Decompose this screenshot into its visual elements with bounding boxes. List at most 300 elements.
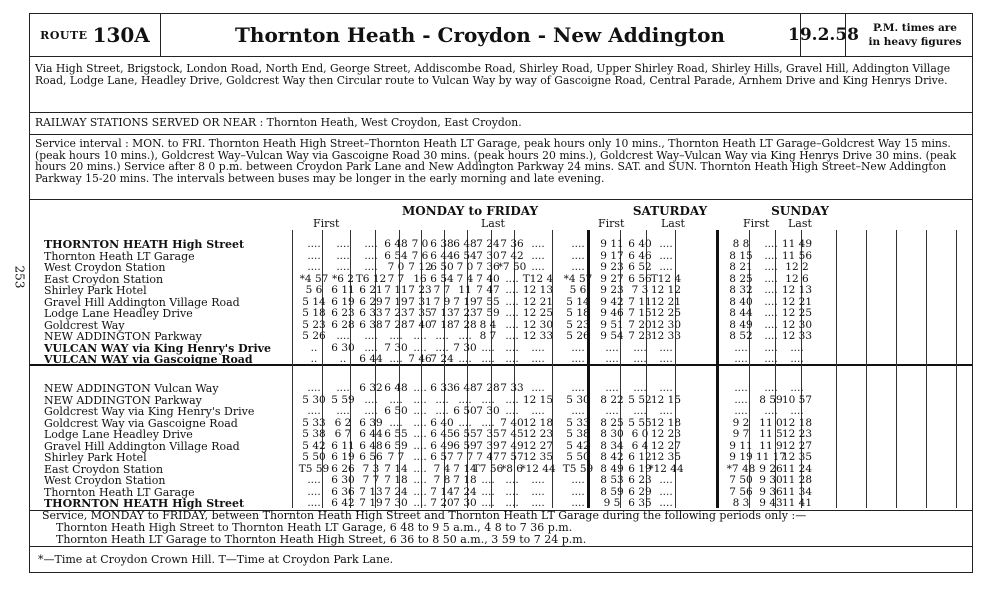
inbound-time-cell: 9 36	[759, 485, 783, 498]
outbound-time-cell: ....	[764, 353, 778, 365]
pm-note-line2: in heavy figures	[868, 36, 962, 48]
outbound-time-cell: 7 23	[453, 307, 477, 319]
inbound-time-cell: 6 35	[628, 497, 652, 509]
inbound-station-label: East Croydon Station	[44, 462, 164, 476]
outbound-time-cell: 7 35	[408, 307, 432, 319]
inbound-time-cell: 8 25	[600, 416, 624, 429]
outbound-time-cell: ....	[790, 341, 804, 354]
outbound-time-cell: 12 30	[781, 318, 813, 331]
inbound-time-cell: ....	[571, 485, 585, 498]
outbound-time-cell: 5 23	[566, 318, 590, 331]
outbound-time-cell: ....	[364, 249, 378, 262]
inbound-time-cell: 5 42	[302, 439, 326, 452]
inbound-time-cell: 6 0	[631, 428, 649, 440]
inbound-time-cell: ....	[307, 382, 321, 394]
inbound-time-cell: 7 24	[453, 485, 477, 498]
inbound-time-cell: *7 48	[726, 462, 756, 475]
outbound-time-cell: ....	[435, 330, 449, 342]
inbound-time-cell: ....	[307, 485, 321, 498]
outbound-time-cell: 7 42	[500, 249, 524, 262]
inbound-time-cell: ....	[571, 497, 585, 509]
inbound-time-cell: 7 50	[729, 474, 753, 486]
outbound-time-cell: ....	[413, 341, 427, 354]
outbound-time-cell: ....	[505, 295, 519, 308]
outbound-time-cell: 6 30	[331, 341, 355, 354]
outbound-time-cell: ....	[413, 330, 427, 342]
outbound-time-cell: 12 2	[785, 261, 809, 273]
column-rule	[292, 230, 293, 508]
inbound-time-cell: 12 18	[522, 416, 554, 429]
inbound-time-cell: ....	[364, 405, 378, 417]
inbound-time-cell: ....	[481, 393, 495, 406]
inbound-station-label: Gravel Hill Addington Village Road	[44, 439, 240, 453]
inbound-time-cell: ....	[481, 497, 495, 509]
column-rule	[896, 230, 897, 508]
inbound-time-cell: 7 40	[500, 416, 524, 429]
inbound-time-cell: 12 15	[522, 393, 554, 406]
inbound-time-cell: ....	[413, 439, 427, 452]
outbound-time-cell: 12 6	[785, 272, 809, 285]
outbound-time-cell: 7 4	[456, 272, 474, 285]
outbound-time-cell: ....	[764, 307, 778, 319]
outbound-time-cell: 7 23	[628, 330, 652, 342]
inbound-time-cell: 7 33	[500, 382, 524, 394]
outbound-time-cell: 12 25	[650, 307, 682, 319]
outbound-time-cell: ....	[734, 353, 748, 365]
inbound-time-cell: ....	[307, 405, 321, 417]
outbound-time-cell: T12 4	[650, 272, 682, 285]
inbound-time-cell: 7 3	[362, 462, 380, 475]
outbound-time-cell: 6 19	[331, 295, 355, 308]
inbound-time-cell: ....	[505, 393, 519, 406]
outbound-time-cell: ..	[310, 341, 318, 354]
outbound-time-cell: ....	[481, 353, 495, 365]
outbound-time-cell: ....	[764, 272, 778, 285]
inbound-time-cell: 6 50	[384, 405, 408, 417]
column-rule	[926, 230, 927, 508]
outbound-time-cell: ....	[633, 341, 647, 354]
inbound-time-cell: 8 59	[600, 485, 624, 498]
outbound-time-cell: 7 12	[408, 261, 432, 273]
inbound-time-cell: 7 20	[430, 497, 454, 509]
outbound-time-cell: 8 25	[729, 272, 753, 285]
inbound-time-cell: ....	[531, 497, 545, 509]
inbound-time-cell: 6 48	[384, 382, 408, 394]
inbound-time-cell: 12 23	[522, 428, 554, 440]
inbound-time-cell: 11 17	[755, 451, 787, 463]
inbound-time-cell: ....	[505, 497, 519, 509]
outbound-time-cell: 5 18	[566, 307, 590, 319]
outbound-time-cell: ....	[364, 341, 378, 354]
inbound-time-cell: 6 55	[384, 428, 408, 440]
outbound-time-cell: 6 54	[430, 272, 454, 285]
outbound-time-cell: 12 30	[650, 318, 682, 331]
outbound-time-cell: 7 59	[476, 307, 500, 319]
outbound-time-cell: 7 11	[384, 284, 408, 296]
inbound-time-cell: 11 28	[781, 474, 813, 486]
inbound-time-cell: ....	[458, 393, 472, 406]
outbound-time-cell: 9 17	[600, 249, 624, 262]
inbound-time-cell: ....	[659, 405, 673, 417]
outbound-time-cell: ....	[364, 330, 378, 342]
outbound-time-cell: 6 46	[628, 249, 652, 262]
inbound-time-cell: 11 5	[759, 428, 783, 440]
sun-first-label: First	[743, 217, 770, 230]
outbound-time-cell: ....	[458, 330, 472, 342]
outbound-time-cell: 7 18	[430, 318, 454, 331]
inbound-time-cell: ....	[734, 393, 748, 406]
outbound-time-cell: ....	[571, 261, 585, 273]
inbound-time-cell: ....	[734, 405, 748, 417]
outbound-time-cell: ....	[505, 341, 519, 354]
inbound-station-label: NEW ADDINGTON Vulcan Way	[44, 382, 219, 395]
outbound-time-cell: ....	[307, 238, 321, 250]
inbound-time-cell: 7 14	[430, 485, 454, 498]
outbound-time-cell: 7 0	[456, 261, 474, 273]
inbound-time-cell: 7 30	[476, 405, 500, 417]
inbound-time-cell: 6 48	[359, 439, 383, 452]
outbound-station-label: Shirley Park Hotel	[44, 284, 147, 297]
outbound-time-cell: ....	[458, 353, 472, 365]
outbound-time-cell: ....	[531, 341, 545, 354]
outbound-time-cell: ....	[307, 249, 321, 262]
outbound-time-cell: *7 50	[497, 261, 527, 273]
inbound-time-cell: ....	[734, 382, 748, 394]
outbound-time-cell: 6 48	[453, 238, 477, 250]
outbound-time-cell: 12 21	[781, 295, 813, 308]
inbound-time-cell: ....	[790, 405, 804, 417]
outbound-time-cell: ....	[389, 330, 403, 342]
outbound-station-label: West Croydon Station	[44, 261, 166, 274]
inbound-time-cell: 5 33	[566, 416, 590, 429]
outbound-time-cell: 11 49	[781, 238, 813, 250]
outbound-time-cell: ....	[659, 238, 673, 250]
column-rule	[956, 230, 957, 508]
outbound-time-cell: 7 36	[476, 261, 500, 273]
timetable-page	[29, 13, 973, 573]
column-rule	[866, 230, 867, 508]
inbound-time-cell: 6 23	[628, 474, 652, 486]
inbound-time-cell: 7 28	[476, 382, 500, 394]
outbound-time-cell: 6 56	[628, 272, 652, 285]
inbound-time-cell: 11 0	[759, 416, 783, 429]
inbound-time-cell: ....	[659, 497, 673, 509]
inbound-time-cell: ....	[571, 405, 585, 417]
inbound-time-cell: 6 44	[359, 428, 383, 440]
inbound-time-cell: 9 5	[603, 497, 621, 509]
inbound-time-cell: ....	[659, 474, 673, 486]
outbound-time-cell: 5 14	[566, 295, 590, 308]
outbound-time-cell: 5 26	[566, 330, 590, 342]
outbound-time-cell: ....	[307, 261, 321, 273]
outbound-time-cell: 12 33	[650, 330, 682, 342]
outbound-time-cell: 12 25	[781, 307, 813, 319]
inbound-time-cell: ....	[571, 382, 585, 394]
outbound-time-cell: 8 21	[729, 261, 753, 273]
outbound-time-cell: 11 56	[781, 249, 813, 262]
inbound-time-cell: *8 6	[501, 462, 523, 475]
outbound-time-cell: ....	[764, 249, 778, 262]
inbound-time-cell: ....	[336, 405, 350, 417]
inbound-time-cell: 6 59	[453, 439, 477, 452]
outbound-time-cell: 12 13	[522, 284, 554, 296]
outbound-time-cell: ....	[531, 353, 545, 365]
outbound-time-cell: 6 50	[430, 261, 454, 273]
inbound-time-cell: 12 18	[781, 416, 813, 429]
inbound-time-cell: ....	[605, 405, 619, 417]
inbound-time-cell: 8 34	[600, 439, 624, 452]
inbound-time-cell: ....	[531, 474, 545, 486]
outbound-time-cell: ....	[571, 353, 585, 365]
outbound-time-cell: 6 40	[628, 238, 652, 250]
outbound-time-cell: 7 28	[453, 318, 477, 331]
inbound-time-cell: 6 33	[430, 382, 454, 394]
inbound-time-cell: ....	[413, 474, 427, 486]
outbound-time-cell: ....	[764, 261, 778, 273]
inbound-time-cell: 12 15	[650, 393, 682, 406]
inbound-time-cell: ....	[413, 462, 427, 475]
outbound-time-cell: 6 54	[453, 249, 477, 262]
outbound-time-cell: 9 23	[600, 284, 624, 296]
outbound-time-cell: 7 6	[411, 249, 429, 262]
outbound-time-cell: ....	[364, 238, 378, 250]
outbound-station-label: East Croydon Station	[44, 272, 164, 286]
outbound-time-cell: 12 25	[522, 307, 554, 319]
outbound-time-cell: 11	[458, 284, 472, 296]
inbound-time-cell: 7 45	[500, 428, 524, 440]
inbound-time-cell: 6 36	[331, 485, 355, 498]
inbound-time-cell: 7 35	[476, 428, 500, 440]
inbound-time-cell: 5 38	[302, 428, 326, 440]
outbound-time-cell: ....	[505, 318, 519, 331]
outbound-time-cell: ....	[571, 341, 585, 354]
outbound-time-cell: 7 24	[476, 238, 500, 250]
inbound-time-cell: 10 57	[781, 393, 813, 406]
sun-last-label: Last	[788, 217, 812, 230]
outbound-time-cell: *4 57	[563, 272, 593, 285]
inbound-station-label: NEW ADDINGTON Parkway	[44, 393, 202, 407]
inbound-time-cell: *12 44	[520, 462, 556, 475]
outbound-time-cell: ....	[734, 341, 748, 354]
service-note-line1: Service, MONDAY to FRIDAY, between Thornton Heath High Street and Thornton Heath LT Garage during the following periods only :—	[42, 509, 807, 522]
inbound-time-cell: ....	[505, 485, 519, 498]
outbound-time-cell: 12 21	[522, 295, 554, 308]
sat-last-label: Last	[661, 217, 685, 230]
inbound-time-cell: ....	[413, 405, 427, 417]
inbound-time-cell: ....	[413, 382, 427, 394]
inbound-time-cell: ....	[633, 405, 647, 417]
outbound-station-label: Lodge Lane Headley Drive	[44, 307, 193, 320]
side-page-number: 253	[12, 265, 27, 289]
inbound-station-label: Goldcrest Way via King Henry's Drive	[44, 405, 255, 418]
outbound-time-cell: 7 19	[384, 295, 408, 308]
inbound-time-cell: ....	[505, 405, 519, 417]
outbound-time-cell: 8 52	[729, 330, 753, 342]
outbound-time-cell: 6 21	[359, 284, 383, 296]
inbound-time-cell: ....	[364, 393, 378, 406]
inbound-time-cell: 11 24	[781, 462, 813, 475]
outbound-time-cell: 7 13	[430, 307, 454, 319]
outbound-time-cell: ..	[310, 353, 318, 365]
outbound-time-cell: 7 36	[500, 238, 524, 250]
outbound-time-cell: 12 13	[781, 284, 813, 296]
inbound-time-cell: 8 53	[600, 474, 624, 486]
inbound-time-cell: ....	[413, 485, 427, 498]
inbound-time-cell: ....	[307, 497, 321, 509]
route-description: Via High Street, Brigstock, London Road, North End, George Street, Addiscombe Road, Shirley Road, Upper Shirley Road, Shirley Hills, Gravel Hill, Addington Village Road, Lodge Lane, Headley Drive, Goldcrest Way then Circular route to Vulcan Way by way of Gascoigne Road, Central Parade, Arnhem Drive and King Henrys Drive.	[30, 63, 972, 113]
inbound-time-cell: ....	[790, 382, 804, 394]
inbound-time-cell: 5 55	[628, 416, 652, 429]
inbound-time-cell: 6 29	[628, 485, 652, 498]
inbound-time-cell: 6 56	[359, 451, 383, 463]
outbound-time-cell: 7 31	[408, 295, 432, 308]
outbound-time-cell: 6 29	[359, 295, 383, 308]
outbound-station-label: THORNTON HEATH High Street	[44, 238, 245, 251]
outbound-time-cell: 8 32	[729, 284, 753, 296]
inbound-time-cell: ....	[659, 485, 673, 498]
outbound-time-cell: ....	[764, 341, 778, 354]
inbound-time-cell: 8 30	[600, 428, 624, 440]
inbound-time-cell: 12 35	[650, 451, 682, 463]
inbound-time-cell: 5 33	[302, 416, 326, 429]
inbound-time-cell: ....	[531, 382, 545, 394]
outbound-time-cell: ....	[505, 307, 519, 319]
outbound-time-cell: 6 23	[331, 307, 355, 319]
inbound-station-label: Thornton Heath LT Garage	[44, 485, 195, 499]
inbound-time-cell: 7 14	[453, 462, 477, 475]
outbound-time-cell: ....	[389, 353, 403, 365]
outbound-time-cell: 12 12	[650, 284, 682, 296]
inbound-time-cell: ....	[413, 416, 427, 429]
outbound-time-cell: 9 42	[600, 295, 624, 308]
header-sunday: SUNDAY	[771, 204, 829, 218]
inbound-time-cell: 12 27	[522, 439, 554, 452]
outbound-time-cell: 6 54	[384, 249, 408, 262]
outbound-time-cell: T12 4	[522, 272, 554, 285]
outbound-time-cell: 7 15	[628, 307, 652, 319]
outbound-time-cell: ....	[764, 330, 778, 342]
outbound-time-cell: T6 12	[355, 272, 387, 285]
inbound-time-cell: 6 59	[384, 439, 408, 452]
outbound-station-label: Thornton Heath LT Garage	[44, 249, 195, 263]
outbound-time-cell: 12 21	[650, 295, 682, 308]
outbound-time-cell: ....	[633, 353, 647, 365]
inbound-time-cell: 5 50	[302, 451, 326, 463]
outbound-time-cell: 7 23	[384, 307, 408, 319]
inbound-time-cell: 9 11	[729, 439, 753, 452]
outbound-time-cell: 6 28	[331, 318, 355, 331]
outbound-time-cell: ....	[364, 261, 378, 273]
outbound-time-cell: 6 33	[359, 307, 383, 319]
outbound-time-cell: 7 24	[430, 353, 454, 365]
outbound-time-cell: 7 3	[631, 284, 649, 296]
outbound-time-cell: 12 33	[781, 330, 813, 342]
outbound-time-cell: 7 20	[628, 318, 652, 331]
outbound-time-cell: ....	[505, 353, 519, 365]
outbound-time-cell: 7 0	[387, 261, 405, 273]
outbound-time-cell: 8 40	[729, 295, 753, 308]
inbound-time-cell: 9 26	[759, 462, 783, 475]
inbound-time-cell: ....	[458, 416, 472, 429]
pm-note-line1: P.M. times are	[873, 22, 957, 34]
inbound-time-cell: ....	[336, 382, 350, 394]
sat-first-label: First	[598, 217, 625, 230]
outbound-time-cell: 8 49	[729, 318, 753, 331]
outbound-time-cell: 6 38	[430, 238, 454, 250]
outbound-time-cell: ....	[659, 261, 673, 273]
outbound-time-cell: ....	[505, 272, 519, 285]
inbound-time-cell: ....	[413, 451, 427, 463]
outbound-time-cell: 7 30	[384, 341, 408, 354]
outbound-time-cell: 7 23	[408, 284, 432, 296]
inbound-time-cell: 7 4	[433, 462, 451, 475]
inbound-time-cell: 7 7	[362, 474, 380, 486]
inbound-time-cell: T5 59	[562, 462, 594, 475]
inbound-time-cell: 12 35	[522, 451, 554, 463]
column-rule	[836, 230, 837, 508]
outbound-time-cell: 7 7	[433, 284, 451, 296]
inbound-time-cell: 6 30	[331, 474, 355, 486]
outbound-time-cell: 7 9	[433, 295, 451, 308]
inbound-time-cell: 12 27	[781, 439, 813, 452]
inbound-time-cell: 6 19	[331, 451, 355, 463]
outbound-time-cell: *4 57	[299, 272, 329, 285]
inbound-time-cell: ....	[764, 382, 778, 394]
outbound-time-cell: ....	[764, 295, 778, 308]
inbound-time-cell: 12 23	[781, 428, 813, 440]
inbound-station-label: Lodge Lane Headley Drive	[44, 428, 193, 441]
inbound-station-label: THORNTON HEATH High Street	[44, 497, 245, 510]
outbound-station-label: VULCAN WAY via King Henry's Drive	[44, 341, 272, 355]
inbound-time-cell: 5 30	[566, 393, 590, 406]
outbound-time-cell: 6 48	[384, 238, 408, 250]
service-note	[30, 510, 972, 546]
inbound-time-cell: ....	[571, 474, 585, 486]
outbound-time-cell: 7 55	[476, 295, 500, 308]
outbound-time-cell: 8 7	[479, 330, 497, 342]
inbound-time-cell: 12 23	[650, 428, 682, 440]
inbound-time-cell: *12 44	[648, 462, 684, 475]
outbound-time-cell: 7 40	[408, 318, 432, 331]
outbound-time-cell: 5 14	[302, 295, 326, 308]
outbound-time-cell: 7 19	[453, 295, 477, 308]
inbound-time-cell: ....	[481, 485, 495, 498]
outbound-time-cell: 9 54	[600, 330, 624, 342]
outbound-time-cell: 6 52	[628, 261, 652, 273]
outbound-time-cell: ....	[336, 238, 350, 250]
outbound-time-cell: ....	[531, 261, 545, 273]
service-note-line2: Thornton Heath High Street to Thornton Heath LT Garage, 6 48 to 9 5 a.m., 4 8 to 7 36 p.m.	[56, 521, 573, 534]
header-saturday: SATURDAY	[632, 204, 708, 218]
outbound-time-cell: ....	[764, 284, 778, 296]
inbound-time-cell: 8 42	[600, 451, 624, 463]
inbound-time-cell: ....	[389, 416, 403, 429]
inbound-time-cell: 8 22	[600, 393, 624, 406]
railway-stations: RAILWAY STATIONS SERVED OR NEAR : Thornton Heath, West Croydon, East Croydon.	[30, 113, 972, 135]
inbound-time-cell: 12 27	[650, 439, 682, 452]
inbound-time-cell: 6 12	[628, 451, 652, 463]
outbound-time-cell: ....	[481, 341, 495, 354]
inbound-time-cell: 6 55	[453, 428, 477, 440]
outbound-time-cell: ....	[659, 353, 673, 365]
inbound-time-cell: 9 43	[759, 497, 783, 509]
footnote: *—Time at Croydon Crown Hill. T—Time at Croydon Park Lane.	[30, 546, 972, 572]
outbound-time-cell: 9 23	[600, 261, 624, 273]
inbound-time-cell: 6 39	[359, 416, 383, 429]
inbound-time-cell: 11 34	[781, 485, 813, 498]
route-title: Thornton Heath - Croydon - New Addington	[235, 23, 725, 47]
pm-note	[845, 14, 974, 56]
